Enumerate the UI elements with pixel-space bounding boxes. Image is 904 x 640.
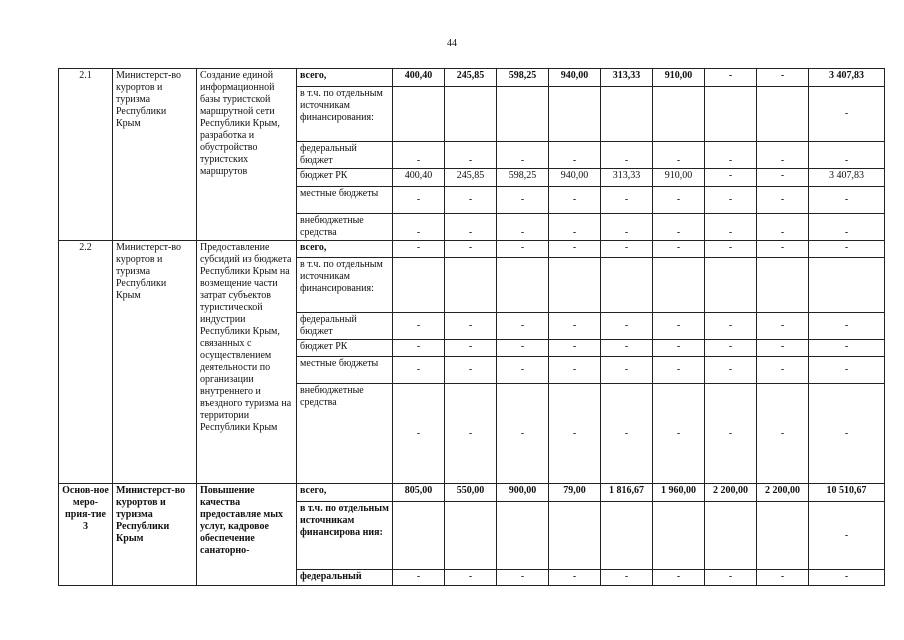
source-label: внебюджетные средства (297, 384, 393, 484)
value-cell: - (653, 313, 705, 340)
value-cell: - (757, 570, 809, 586)
value-cell: - (809, 241, 885, 258)
value-cell: - (705, 384, 757, 484)
value-cell: 245,85 (445, 169, 497, 187)
value-cell: - (497, 313, 549, 340)
value-cell: 79,00 (549, 484, 601, 502)
value-cell: 598,25 (497, 169, 549, 187)
value-cell: - (445, 313, 497, 340)
value-cell: - (393, 340, 445, 357)
description-cell: Повышение качества предоставляе мых услуг, кадровое обеспечение санаторно- (197, 484, 297, 586)
value-cell: - (445, 187, 497, 214)
value-cell: - (549, 142, 601, 169)
value-cell: 313,33 (601, 69, 653, 87)
value-cell: - (809, 87, 885, 142)
executor-cell: Министерст-во курортов и туризма Республики Крым (113, 484, 197, 586)
value-cell: - (601, 142, 653, 169)
value-cell: - (445, 142, 497, 169)
value-cell: - (497, 214, 549, 241)
value-cell: - (393, 241, 445, 258)
value-cell: - (445, 357, 497, 384)
value-cell: - (497, 357, 549, 384)
table-row (59, 241, 885, 258)
value-cell: 400,40 (393, 69, 445, 87)
value-cell: - (653, 340, 705, 357)
value-cell: - (653, 384, 705, 484)
source-label: в т.ч. по отдельным источникам финансирования: (297, 87, 393, 142)
value-cell: - (809, 214, 885, 241)
value-cell: - (705, 340, 757, 357)
value-cell: - (809, 142, 885, 169)
value-cell: - (601, 384, 653, 484)
value-cell: - (809, 313, 885, 340)
value-cell: - (653, 570, 705, 586)
value-cell: - (705, 357, 757, 384)
value-cell: 910,00 (653, 69, 705, 87)
source-label: всего, (297, 484, 393, 502)
value-cell: 910,00 (653, 169, 705, 187)
value-cell: - (393, 142, 445, 169)
value-cell: - (393, 570, 445, 586)
budget-table (58, 68, 885, 586)
value-cell: - (705, 241, 757, 258)
value-cell: - (809, 187, 885, 214)
value-cell: - (497, 187, 549, 214)
executor-cell: Министерст-во курортов и туризма Республики Крым (113, 69, 197, 241)
value-cell: - (809, 357, 885, 384)
source-label: в т.ч. по отдельным источникам финансирования: (297, 258, 393, 313)
source-label: бюджет РК (297, 169, 393, 187)
value-cell: - (705, 313, 757, 340)
value-cell: - (549, 214, 601, 241)
value-cell: - (757, 142, 809, 169)
value-cell: 598,25 (497, 69, 549, 87)
value-cell: - (601, 357, 653, 384)
value-cell: - (549, 340, 601, 357)
value-cell: - (549, 241, 601, 258)
value-cell: - (809, 384, 885, 484)
value-cell: - (549, 313, 601, 340)
value-cell: - (809, 340, 885, 357)
value-cell: - (653, 187, 705, 214)
value-cell: 1 816,67 (601, 484, 653, 502)
value-cell: - (653, 214, 705, 241)
value-cell: - (601, 340, 653, 357)
value-cell: - (393, 384, 445, 484)
value-cell: - (549, 570, 601, 586)
value-cell: 313,33 (601, 169, 653, 187)
source-label: всего, (297, 241, 393, 258)
value-cell: - (757, 69, 809, 87)
value-cell: - (497, 142, 549, 169)
row-index: 2.1 (59, 69, 113, 241)
value-cell: 550,00 (445, 484, 497, 502)
value-cell: - (705, 169, 757, 187)
source-label: федеральный бюджет (297, 313, 393, 340)
value-cell: - (445, 384, 497, 484)
value-cell: - (757, 214, 809, 241)
value-cell: - (601, 187, 653, 214)
value-cell: - (653, 357, 705, 384)
value-cell: - (757, 187, 809, 214)
value-cell: - (549, 187, 601, 214)
value-cell: 3 407,83 (809, 69, 885, 87)
value-cell: - (705, 570, 757, 586)
value-cell: - (653, 241, 705, 258)
value-cell: - (393, 313, 445, 340)
value-cell: - (705, 214, 757, 241)
source-label: федеральный бюджет (297, 142, 393, 169)
value-cell: - (549, 384, 601, 484)
row-index: Основ-ное меро-прия-тие 3 (59, 484, 113, 586)
description-cell: Создание единой информационной базы туристской маршрутной сети Республики Крым, разработка и обустройство туристских маршрутов (197, 69, 297, 241)
value-cell: - (497, 570, 549, 586)
row-index: 2.2 (59, 241, 113, 484)
value-cell: - (497, 241, 549, 258)
value-cell (809, 258, 885, 313)
page-number: 44 (447, 38, 457, 49)
table-row (59, 484, 885, 502)
value-cell: - (445, 570, 497, 586)
value-cell: 940,00 (549, 69, 601, 87)
source-label: всего, (297, 69, 393, 87)
source-label: бюджет РК (297, 340, 393, 357)
value-cell: 805,00 (393, 484, 445, 502)
value-cell: 245,85 (445, 69, 497, 87)
source-label: внебюджетные средства (297, 214, 393, 241)
value-cell: - (601, 241, 653, 258)
value-cell: - (705, 142, 757, 169)
value-cell: - (445, 241, 497, 258)
executor-cell: Министерст-во курортов и туризма Республики Крым (113, 241, 197, 484)
value-cell: - (757, 241, 809, 258)
value-cell: - (757, 384, 809, 484)
value-cell: 940,00 (549, 169, 601, 187)
value-cell: - (497, 340, 549, 357)
value-cell: - (601, 570, 653, 586)
value-cell: - (809, 502, 885, 570)
value-cell: 10 510,67 (809, 484, 885, 502)
value-cell: - (393, 357, 445, 384)
value-cell: 2 200,00 (757, 484, 809, 502)
value-cell: 1 960,00 (653, 484, 705, 502)
value-cell: - (757, 340, 809, 357)
value-cell: 900,00 (497, 484, 549, 502)
value-cell: - (601, 214, 653, 241)
value-cell: - (393, 187, 445, 214)
value-cell: - (497, 384, 549, 484)
description-cell: Предоставление субсидий из бюджета Республики Крым на возмещение части затрат субъектов туристической индустрии Республики Крым, связанных с осуществлением деятельности по организации внутреннего и въездного туризма на территории Республики Крым (197, 241, 297, 484)
value-cell: - (705, 187, 757, 214)
value-cell: - (705, 69, 757, 87)
value-cell: - (445, 340, 497, 357)
value-cell: - (757, 169, 809, 187)
value-cell: - (549, 357, 601, 384)
value-cell: - (601, 313, 653, 340)
source-label: местные бюджеты (297, 187, 393, 214)
value-cell: - (445, 214, 497, 241)
value-cell: - (809, 570, 885, 586)
value-cell: - (393, 214, 445, 241)
value-cell: - (653, 142, 705, 169)
table-row (59, 69, 885, 87)
value-cell: 400,40 (393, 169, 445, 187)
source-label: федеральный (297, 570, 393, 586)
value-cell: 3 407,83 (809, 169, 885, 187)
value-cell: - (757, 313, 809, 340)
source-label: местные бюджеты (297, 357, 393, 384)
value-cell: 2 200,00 (705, 484, 757, 502)
source-label: в т.ч. по отдельным источникам финансирова ния: (297, 502, 393, 570)
value-cell: - (757, 357, 809, 384)
